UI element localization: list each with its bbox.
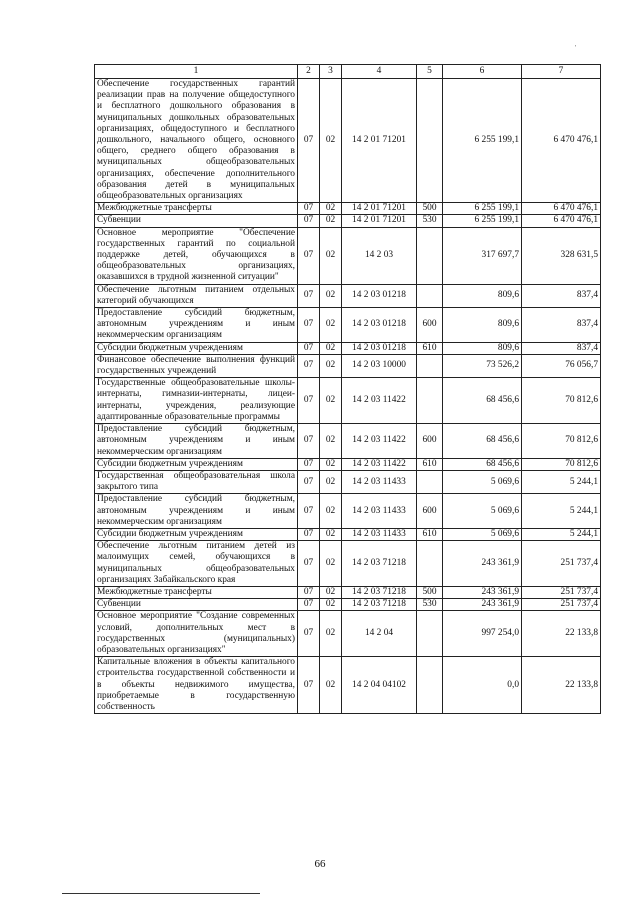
table-row <box>95 227 601 284</box>
table-row <box>95 378 601 424</box>
row-target-article: 14 2 03 10000 <box>342 354 417 377</box>
row-description: Предоставление субсидий бюджетным, автономным учреждениям и иным некоммерческим организациям <box>95 494 298 529</box>
row-amount-year2: 5 244,1 <box>522 470 601 493</box>
row-description: Субсидии бюджетным учреждениям <box>95 458 298 470</box>
row-amount-year1: 68 456,6 <box>443 424 522 459</box>
row-expense-type: 600 <box>417 494 443 529</box>
row-expense-type <box>417 378 443 424</box>
row-description: Обеспечение государственных гарантий реализации прав на получение общедоступного и бесплатного дошкольного образования в муниципальных дошкольных образовательных организациях, общедоступного и бесплатного дошкольного, начального общего, основного общего, среднего общего образования в муниципальных общеобразовательных организациях, обеспечение дополнительного образования детей в муниципальных общеобразовательных организациях <box>95 79 298 203</box>
row-section: 07 <box>298 79 320 203</box>
row-section: 07 <box>298 657 320 714</box>
row-amount-year1: 5 069,6 <box>443 528 522 540</box>
row-subsection: 02 <box>320 215 342 227</box>
row-amount-year2: 6 470 476,1 <box>522 215 601 227</box>
table-row <box>95 354 601 377</box>
row-amount-year2: 5 244,1 <box>522 528 601 540</box>
row-description: Субвенции <box>95 599 298 611</box>
row-amount-year2: 6 470 476,1 <box>522 203 601 215</box>
row-description: Капитальные вложения в объекты капитального строительства государственной собственности и в объекты недвижимого имущества, приобретаемые в государственную собственность <box>95 657 298 714</box>
row-expense-type: 610 <box>417 528 443 540</box>
row-description: Государственные общеобразовательные школы-интернаты, гимназии-интернаты, лицеи-интернаты, учреждения, реализующие адаптированные образовательные программы <box>95 378 298 424</box>
table-row <box>95 342 601 354</box>
header-col-5: 5 <box>417 65 443 79</box>
row-target-article: 14 2 03 <box>342 227 417 284</box>
table-header-row <box>95 65 601 79</box>
header-col-6: 6 <box>443 65 522 79</box>
budget-table <box>94 64 601 714</box>
row-expense-type: 600 <box>417 308 443 343</box>
row-target-article: 14 2 04 04102 <box>342 657 417 714</box>
row-description: Субсидии бюджетным учреждениям <box>95 342 298 354</box>
row-amount-year2: 22 133,8 <box>522 611 601 657</box>
row-expense-type <box>417 354 443 377</box>
row-target-article: 14 2 03 01218 <box>342 342 417 354</box>
row-target-article: 14 2 03 11433 <box>342 528 417 540</box>
row-target-article: 14 2 03 71218 <box>342 541 417 587</box>
row-description: Субсидии бюджетным учреждениям <box>95 528 298 540</box>
row-target-article: 14 2 03 11433 <box>342 470 417 493</box>
row-amount-year1: 0,0 <box>443 657 522 714</box>
row-description: Межбюджетные трансферты <box>95 586 298 598</box>
row-expense-type <box>417 79 443 203</box>
row-subsection: 02 <box>320 611 342 657</box>
row-target-article: 14 2 01 71201 <box>342 79 417 203</box>
table-row <box>95 599 601 611</box>
row-amount-year2: 328 631,5 <box>522 227 601 284</box>
row-amount-year1: 5 069,6 <box>443 470 522 493</box>
header-col-2: 2 <box>298 65 320 79</box>
row-amount-year1: 68 456,6 <box>443 458 522 470</box>
row-subsection: 02 <box>320 203 342 215</box>
row-section: 07 <box>298 342 320 354</box>
table-row <box>95 203 601 215</box>
row-expense-type: 530 <box>417 215 443 227</box>
table-row <box>95 470 601 493</box>
table-row <box>95 657 601 714</box>
row-section: 07 <box>298 203 320 215</box>
row-description: Обеспечение льготным питанием детей из малоимущих семей, обучающихся в муниципальных общеобразовательных организациях Забайкальского края <box>95 541 298 587</box>
row-amount-year1: 6 255 199,1 <box>443 203 522 215</box>
row-expense-type: 610 <box>417 458 443 470</box>
row-section: 07 <box>298 227 320 284</box>
row-target-article: 14 2 03 11422 <box>342 458 417 470</box>
row-target-article: 14 2 03 01218 <box>342 308 417 343</box>
row-expense-type <box>417 470 443 493</box>
row-section: 07 <box>298 528 320 540</box>
row-amount-year1: 68 456,6 <box>443 378 522 424</box>
row-amount-year1: 809,6 <box>443 342 522 354</box>
row-subsection: 02 <box>320 528 342 540</box>
footer-rule <box>62 893 260 894</box>
row-target-article: 14 2 03 01218 <box>342 284 417 307</box>
table-row <box>95 458 601 470</box>
table-row <box>95 528 601 540</box>
table-row <box>95 541 601 587</box>
row-amount-year2: 70 812,6 <box>522 378 601 424</box>
header-col-7: 7 <box>522 65 601 79</box>
page-number: 66 <box>314 858 326 870</box>
row-section: 07 <box>298 494 320 529</box>
row-section: 07 <box>298 458 320 470</box>
row-expense-type <box>417 657 443 714</box>
header-col-4: 4 <box>342 65 417 79</box>
table-row <box>95 215 601 227</box>
row-target-article: 14 2 03 11422 <box>342 378 417 424</box>
row-expense-type: 530 <box>417 599 443 611</box>
row-description: Основное мероприятие "Обеспечение государственных гарантий по социальной поддержке детей, обучающихся в общеобразовательных организациях, оказавшихся в трудной жизненной ситуации" <box>95 227 298 284</box>
row-target-article: 14 2 03 71218 <box>342 586 417 598</box>
row-amount-year2: 22 133,8 <box>522 657 601 714</box>
row-target-article: 14 2 03 71218 <box>342 599 417 611</box>
row-amount-year1: 809,6 <box>443 308 522 343</box>
row-amount-year2: 70 812,6 <box>522 424 601 459</box>
row-description: Основное мероприятие "Создание современных условий, дополнительных мест в государственных (муниципальных) образовательных организациях" <box>95 611 298 657</box>
row-subsection: 02 <box>320 657 342 714</box>
row-description: Обеспечение льготным питанием отдельных категорий обучающихся <box>95 284 298 307</box>
row-expense-type: 500 <box>417 203 443 215</box>
row-target-article: 14 2 03 11422 <box>342 424 417 459</box>
row-amount-year1: 809,6 <box>443 284 522 307</box>
row-subsection: 02 <box>320 541 342 587</box>
row-subsection: 02 <box>320 599 342 611</box>
row-subsection: 02 <box>320 79 342 203</box>
row-amount-year1: 5 069,6 <box>443 494 522 529</box>
row-amount-year1: 6 255 199,1 <box>443 79 522 203</box>
row-target-article: 14 2 04 <box>342 611 417 657</box>
row-amount-year2: 837,4 <box>522 308 601 343</box>
row-target-article: 14 2 03 11433 <box>342 494 417 529</box>
header-col-3: 3 <box>320 65 342 79</box>
row-amount-year1: 997 254,0 <box>443 611 522 657</box>
row-description: Предоставление субсидий бюджетным, автономным учреждениям и иным некоммерческим организациям <box>95 424 298 459</box>
header-col-1: 1 <box>95 65 298 79</box>
table-row <box>95 494 601 529</box>
row-amount-year2: 70 812,6 <box>522 458 601 470</box>
row-section: 07 <box>298 308 320 343</box>
row-expense-type: 500 <box>417 586 443 598</box>
row-expense-type <box>417 611 443 657</box>
row-amount-year2: 5 244,1 <box>522 494 601 529</box>
row-section: 07 <box>298 599 320 611</box>
table-row <box>95 79 601 203</box>
row-amount-year1: 243 361,9 <box>443 599 522 611</box>
row-description: Субвенции <box>95 215 298 227</box>
row-section: 07 <box>298 354 320 377</box>
table-row <box>95 424 601 459</box>
row-description: Межбюджетные трансферты <box>95 203 298 215</box>
table-row <box>95 308 601 343</box>
table-row <box>95 611 601 657</box>
row-description: Предоставление субсидий бюджетным, автономным учреждениям и иным некоммерческим организациям <box>95 308 298 343</box>
row-subsection: 02 <box>320 458 342 470</box>
scan-mark: ' <box>575 44 577 52</box>
row-section: 07 <box>298 215 320 227</box>
table-body <box>95 79 601 714</box>
row-amount-year2: 76 056,7 <box>522 354 601 377</box>
row-subsection: 02 <box>320 284 342 307</box>
row-section: 07 <box>298 611 320 657</box>
row-subsection: 02 <box>320 342 342 354</box>
row-description: Финансовое обеспечение выполнения функций государственных учреждений <box>95 354 298 377</box>
row-amount-year2: 251 737,4 <box>522 541 601 587</box>
row-target-article: 14 2 01 71201 <box>342 215 417 227</box>
row-subsection: 02 <box>320 424 342 459</box>
row-amount-year2: 6 470 476,1 <box>522 79 601 203</box>
row-subsection: 02 <box>320 470 342 493</box>
row-expense-type <box>417 227 443 284</box>
row-section: 07 <box>298 424 320 459</box>
table-row <box>95 586 601 598</box>
row-subsection: 02 <box>320 494 342 529</box>
row-amount-year2: 837,4 <box>522 284 601 307</box>
row-amount-year1: 73 526,2 <box>443 354 522 377</box>
row-section: 07 <box>298 378 320 424</box>
row-subsection: 02 <box>320 378 342 424</box>
row-section: 07 <box>298 586 320 598</box>
row-section: 07 <box>298 284 320 307</box>
row-section: 07 <box>298 470 320 493</box>
row-amount-year1: 6 255 199,1 <box>443 215 522 227</box>
row-section: 07 <box>298 541 320 587</box>
row-amount-year1: 243 361,9 <box>443 541 522 587</box>
row-expense-type: 600 <box>417 424 443 459</box>
row-subsection: 02 <box>320 227 342 284</box>
table-row <box>95 284 601 307</box>
row-subsection: 02 <box>320 586 342 598</box>
row-expense-type: 610 <box>417 342 443 354</box>
row-target-article: 14 2 01 71201 <box>342 203 417 215</box>
row-expense-type <box>417 284 443 307</box>
row-description: Государственная общеобразовательная школа закрытого типа <box>95 470 298 493</box>
row-amount-year2: 251 737,4 <box>522 586 601 598</box>
row-amount-year1: 243 361,9 <box>443 586 522 598</box>
row-amount-year2: 251 737,4 <box>522 599 601 611</box>
row-expense-type <box>417 541 443 587</box>
row-subsection: 02 <box>320 308 342 343</box>
row-amount-year1: 317 697,7 <box>443 227 522 284</box>
row-amount-year2: 837,4 <box>522 342 601 354</box>
row-subsection: 02 <box>320 354 342 377</box>
